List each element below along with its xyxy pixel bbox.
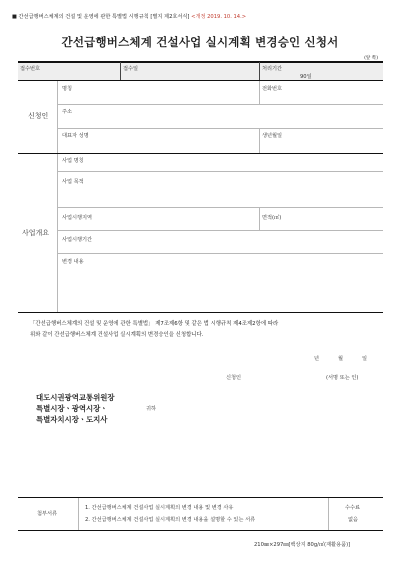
birth-date-label: 생년월일 — [262, 133, 283, 139]
signature-applicant-label: 신청인 — [226, 375, 242, 381]
representative-name-label: 대표자 성명 — [62, 133, 89, 139]
applicant-phone-label: 전화번호 — [262, 86, 283, 92]
form-title: 간선급행버스체계 건설사업 실시계획 변경승인 신청서 — [61, 35, 339, 49]
project-area-size-label: 면적(㎡) — [262, 215, 282, 221]
fee-value: 없음 — [348, 517, 359, 523]
applicant-name-label: 명칭 — [62, 86, 73, 92]
date-day-label: 일 — [362, 356, 368, 362]
amendment-date: <개정 2019. 10. 14.> — [191, 14, 247, 20]
divider — [57, 128, 383, 129]
divider — [78, 498, 79, 530]
divider — [18, 80, 383, 81]
divider — [328, 498, 329, 530]
project-period-label: 사업시행기간 — [62, 237, 93, 243]
applicant-section-label: 신청인 — [28, 112, 49, 120]
processing-period-label: 처리기간 — [262, 66, 283, 72]
form-top-border — [18, 61, 383, 63]
application-statement: 「간선급행버스체계의 건설 및 운영에 관한 특별법」 제7조제6항 및 같은 법 시행규칙 제4조제2항에 따라 위와 같이 간선급행버스체계 건설사업 실시계획의 변경승인을 신청합니다. — [30, 321, 279, 338]
recipient-authority: 대도시권광역교통위원장 특별시장ㆍ광역시장ㆍ 특별자치시장ㆍ도지사 — [36, 393, 115, 424]
receipt-number-label: 접수번호 — [20, 66, 41, 72]
attachments-bottom-border — [18, 530, 383, 531]
page-side-label: (앞 쪽) — [364, 56, 378, 61]
divider — [57, 207, 383, 208]
divider — [259, 128, 260, 153]
divider — [57, 230, 383, 231]
date-month-label: 월 — [338, 356, 344, 362]
project-purpose-label: 사업 목적 — [62, 179, 84, 185]
divider — [57, 253, 383, 254]
receipt-row-background — [18, 62, 383, 80]
divider — [259, 207, 260, 230]
project-name-label: 사업 명칭 — [62, 158, 84, 164]
project-section-label: 사업개요 — [22, 229, 50, 237]
divider — [120, 62, 121, 80]
attachment-item-2: 2. 간선급행버스체계 건설사업 실시계획의 변경 내용을 설명할 수 있는 서류 — [85, 517, 256, 523]
divider — [18, 312, 383, 313]
divider — [259, 81, 260, 104]
divider — [57, 104, 383, 105]
divider — [57, 81, 58, 153]
date-year-label: 년 — [314, 356, 320, 362]
law-reference-note: ■ 간선급행버스체계의 건설 및 운영에 관한 특별법 시행규칙 [별지 제2호서식] <개정 2019. 10. 14.> — [12, 14, 247, 20]
receipt-date-label: 접수일 — [123, 66, 139, 72]
divider — [18, 153, 383, 154]
change-details-label: 변경 내용 — [62, 259, 84, 265]
processing-period-value: 90일 — [300, 74, 312, 80]
divider — [259, 62, 260, 80]
attachment-item-1: 1. 간선급행버스체계 건설사업 실시계획의 변경 내용 및 변경 사유 — [85, 505, 234, 511]
fee-label: 수수료 — [345, 505, 361, 511]
divider — [57, 154, 58, 312]
paper-spec-footer: 210㎜×297㎜[백상지 80g/㎡(재활용품)] — [254, 542, 351, 548]
project-area-label: 사업시행지역 — [62, 215, 93, 221]
applicant-address-label: 주소 — [62, 109, 73, 115]
divider — [57, 171, 383, 172]
attachments-label: 첨부서류 — [37, 511, 58, 517]
recipient-honorific: 귀하 — [146, 406, 157, 412]
signature-note: (서명 또는 인) — [326, 375, 359, 381]
